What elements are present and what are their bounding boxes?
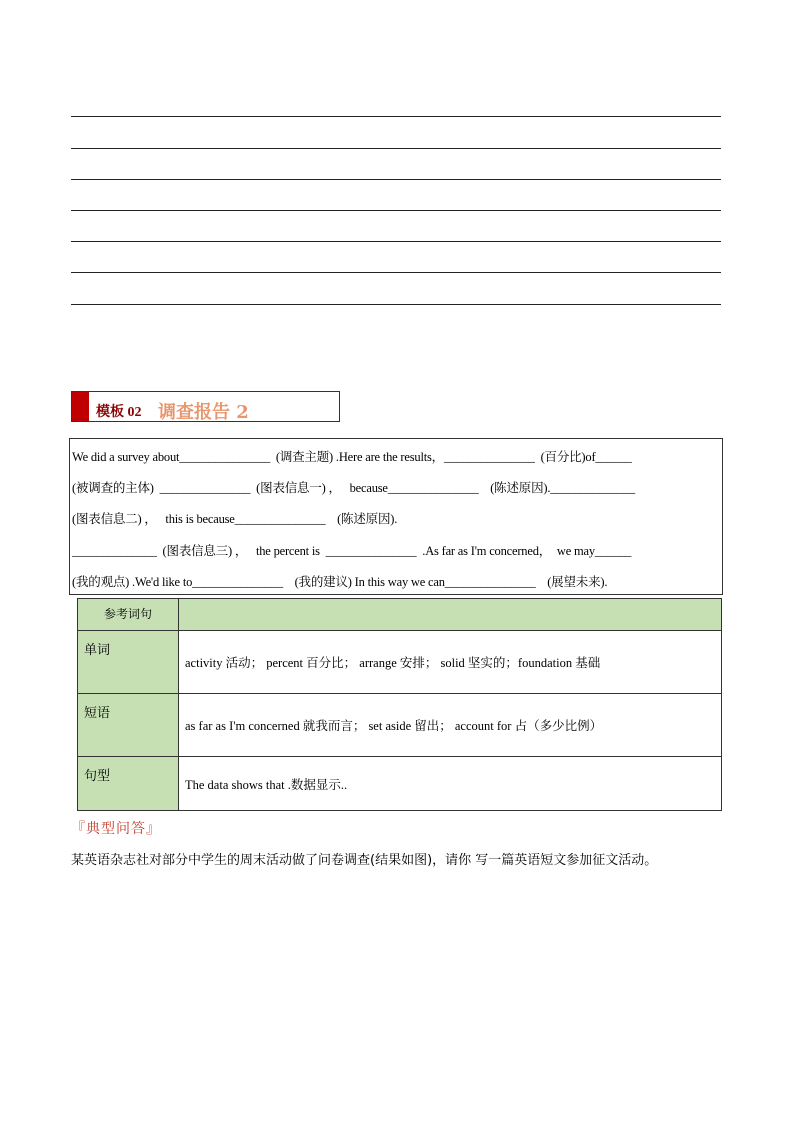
template-box	[69, 438, 723, 595]
template-line: (图表信息二) ， this is because_______________ (陈述原因).	[72, 512, 398, 526]
row-label: 句型	[78, 757, 179, 811]
writing-line	[71, 304, 721, 305]
row-label: 单词	[78, 631, 179, 694]
row-content: The data shows that .数据显示..	[179, 757, 722, 811]
header-accent-bar	[72, 392, 89, 421]
writing-line	[71, 148, 721, 149]
row-content: as far as I'm concerned 就我而言； set aside 留出； account for 占（多少比例）	[179, 694, 722, 757]
table-header-fill	[179, 599, 722, 631]
table-row	[78, 599, 722, 631]
template-line: We did a survey about_______________ (调查主题) .Here are the results，_______________ (百分比)of______	[72, 450, 632, 464]
template-line: ______________ (图表信息三) ， the percent is _______________ .As far as I'm concerned， we may______	[72, 544, 632, 558]
template-code: 模板 02	[96, 405, 142, 420]
row-label: 短语	[78, 694, 179, 757]
table-row	[78, 757, 722, 811]
table-header-label: 参考词句	[78, 599, 179, 631]
question-text: 某英语杂志社对部分中学生的周末活动做了问卷调查(结果如图)，请你 写一篇英语短文参加征文活动。	[71, 853, 658, 868]
reference-table	[77, 598, 722, 811]
table-row	[78, 631, 722, 694]
row-content: activity 活动； percent 百分比； arrange 安排； solid 坚实的；foundation 基础	[179, 631, 722, 694]
writing-line	[71, 241, 721, 242]
template-title: 调查报告 2	[158, 402, 249, 423]
template-line: (被调查的主体) _______________ (图表信息一) ， because_______________ (陈述原因).______________	[72, 481, 635, 495]
template-line: (我的观点) .We'd like to_______________ (我的建议) In this way we can_______________ (展望未来).	[72, 575, 608, 589]
template-header	[71, 391, 340, 422]
table-row	[78, 694, 722, 757]
writing-line	[71, 210, 721, 211]
section-title: 『典型问答』	[71, 821, 161, 837]
writing-line	[71, 116, 721, 117]
writing-line	[71, 179, 721, 180]
writing-line	[71, 272, 721, 273]
